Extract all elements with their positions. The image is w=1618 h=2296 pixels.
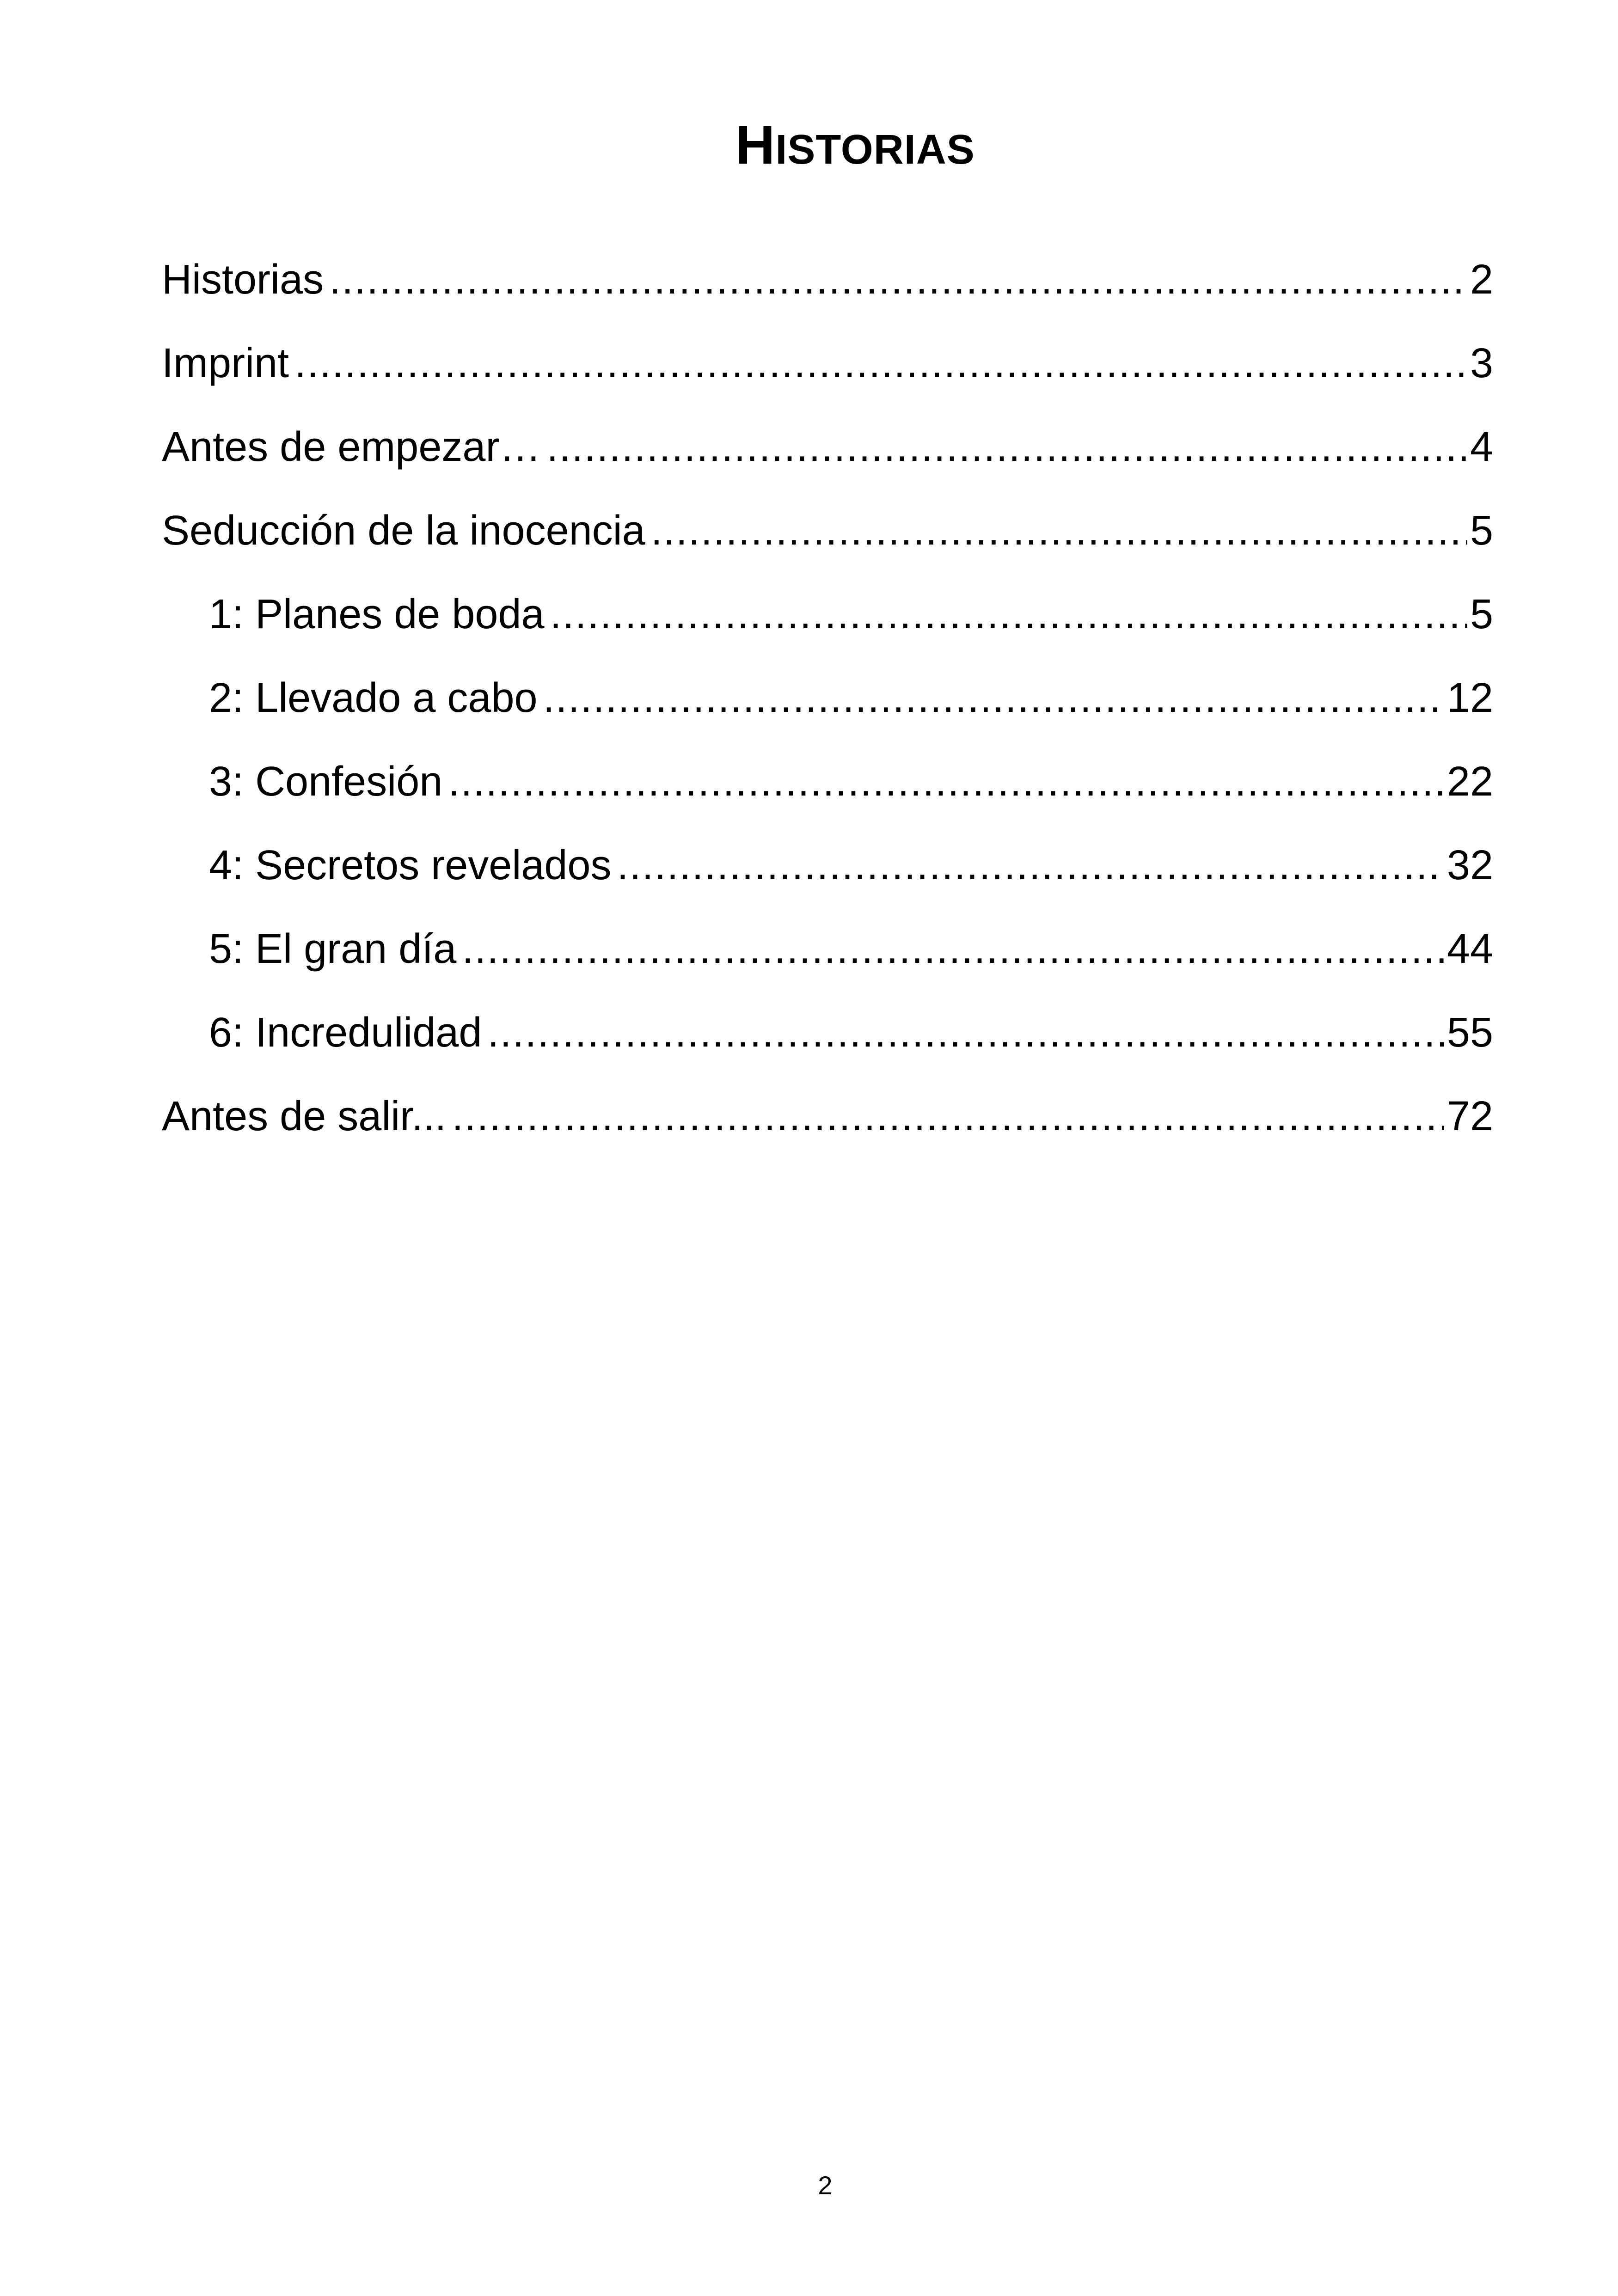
toc-entry-label: Imprint	[162, 343, 289, 386]
toc-entry-label: Antes de empezar…	[162, 426, 541, 470]
toc-entry-chapter-1[interactable]	[162, 594, 1493, 677]
toc-entry-page: 4	[1470, 426, 1493, 470]
toc-entry-historias[interactable]	[162, 259, 1493, 343]
toc-leader-dots	[294, 343, 1467, 384]
toc-entry-label: 3: Confesión	[209, 761, 443, 805]
toc-entry-page: 12	[1446, 677, 1493, 721]
toc-entry-page: 22	[1446, 761, 1493, 805]
toc-leader-dots	[452, 1096, 1444, 1137]
toc-entry-chapter-3[interactable]	[162, 761, 1493, 845]
page-number: 2	[818, 2171, 833, 2200]
toc-entry-page: 32	[1446, 845, 1493, 888]
table-of-contents	[162, 259, 1493, 1179]
toc-entry-antes-de-empezar[interactable]	[162, 426, 1493, 510]
toc-leader-dots	[651, 510, 1467, 551]
toc-entry-chapter-5[interactable]	[162, 928, 1493, 1012]
toc-leader-dots	[550, 594, 1467, 635]
toc-entry-label: Historias	[162, 259, 324, 303]
toc-entry-page: 5	[1470, 510, 1493, 554]
toc-entry-seduccion[interactable]	[162, 510, 1493, 594]
toc-entry-label: Antes de salir...	[162, 1096, 447, 1139]
toc-entry-imprint[interactable]	[162, 343, 1493, 426]
toc-leader-dots	[462, 928, 1444, 970]
title-initial: H	[735, 115, 776, 176]
page-title	[0, 115, 1618, 176]
title-rest: ISTORIAS	[775, 127, 975, 173]
toc-entry-label: 4: Secretos revelados	[209, 845, 612, 888]
toc-leader-dots	[617, 845, 1444, 886]
toc-leader-dots	[329, 259, 1467, 300]
toc-entry-label: 5: El gran día	[209, 928, 457, 972]
toc-entry-label: 6: Incredulidad	[209, 1012, 482, 1056]
toc-leader-dots	[543, 677, 1444, 719]
toc-leader-dots	[487, 1012, 1444, 1053]
toc-leader-dots	[546, 426, 1467, 468]
toc-entry-label: 2: Llevado a cabo	[209, 677, 538, 721]
toc-entry-antes-de-salir[interactable]	[162, 1096, 1493, 1179]
toc-entry-chapter-6[interactable]	[162, 1012, 1493, 1096]
toc-entry-page: 44	[1446, 928, 1493, 972]
toc-entry-page: 72	[1446, 1096, 1493, 1139]
toc-entry-label: Seducción de la inocencia	[162, 510, 645, 554]
toc-entry-page: 3	[1470, 343, 1493, 386]
toc-entry-page: 2	[1470, 259, 1493, 303]
toc-leader-dots	[448, 761, 1444, 802]
toc-entry-label: 1: Planes de boda	[209, 594, 545, 637]
toc-entry-page: 55	[1446, 1012, 1493, 1056]
toc-entry-chapter-4[interactable]	[162, 845, 1493, 928]
toc-entry-page: 5	[1470, 594, 1493, 637]
toc-entry-chapter-2[interactable]	[162, 677, 1493, 761]
